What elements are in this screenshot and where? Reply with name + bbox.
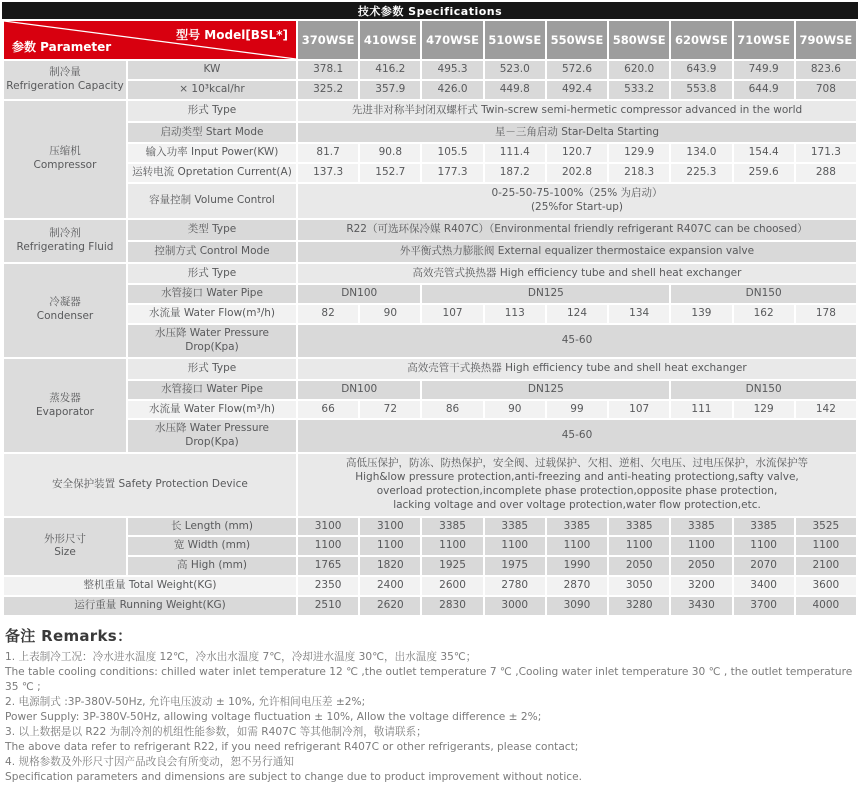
spec-value: 4000: [796, 597, 856, 615]
spec-value: 120.7: [547, 144, 607, 162]
spec-value: 225.3: [671, 164, 731, 182]
table-row: [4, 557, 856, 575]
spec-value: 426.0: [422, 81, 482, 99]
model-header-550WSE: 550WSE: [547, 21, 607, 59]
spec-value: 162: [734, 305, 794, 323]
row-label: 整机重量 Total Weight(KG): [4, 577, 296, 595]
spec-value: 45-60: [298, 420, 856, 452]
model-header-710WSE: 710WSE: [734, 21, 794, 59]
spec-value: 1765: [298, 557, 358, 575]
model-header-row: [4, 21, 856, 59]
spec-value: 1100: [609, 537, 669, 555]
spec-value: 171.3: [796, 144, 856, 162]
spec-value: 星－三角启动 Star-Delta Starting: [298, 123, 856, 143]
spec-value: 3600: [796, 577, 856, 595]
remark-line: 1. 上表制冷工况：冷水进水温度 12℃，冷水出水温度 7℃，冷却进水温度 30℃，出水温度 35℃；: [5, 650, 477, 663]
spec-value: 113: [485, 305, 545, 323]
spec-value: DN150: [671, 285, 856, 303]
spec-value: 139: [671, 305, 731, 323]
row-label: 水压降 Water Pressure Drop(Kpa): [128, 325, 296, 357]
spec-value: 外平衡式热力膨胀阀 External equalizer thermostaice expansion valve: [298, 242, 856, 262]
spec-value: 154.4: [734, 144, 794, 162]
table-row: [4, 164, 856, 182]
spec-value: 643.9: [671, 61, 731, 79]
spec-value: 3700: [734, 597, 794, 615]
model-header-410WSE: 410WSE: [360, 21, 420, 59]
corner-cell: [4, 21, 296, 59]
spec-value: 3385: [422, 518, 482, 536]
spec-value: 72: [360, 401, 420, 419]
table-row: [4, 359, 856, 379]
row-label: 宽 Width (mm): [128, 537, 296, 555]
row-label: 形式 Type: [128, 359, 296, 379]
spec-value: 3385: [485, 518, 545, 536]
spec-value: 553.8: [671, 81, 731, 99]
row-label: 长 Length (mm): [128, 518, 296, 536]
spec-value: 708: [796, 81, 856, 99]
spec-value: 105.5: [422, 144, 482, 162]
table-row: [4, 144, 856, 162]
spec-value: 高效壳管干式换热器 High efficiency tube and shell heat exchanger: [298, 359, 856, 379]
spec-value: 378.1: [298, 61, 358, 79]
row-label: 高 High (mm): [128, 557, 296, 575]
spec-value: 3200: [671, 577, 731, 595]
spec-value: 259.6: [734, 164, 794, 182]
spec-value: 492.4: [547, 81, 607, 99]
row-label: 形式 Type: [128, 264, 296, 284]
spec-value: 2830: [422, 597, 482, 615]
spec-value: 533.2: [609, 81, 669, 99]
spec-value: 3000: [485, 597, 545, 615]
spec-value: 2600: [422, 577, 482, 595]
table-row: [4, 184, 856, 218]
spec-value: 823.6: [796, 61, 856, 79]
spec-value: 218.3: [609, 164, 669, 182]
spec-value: 416.2: [360, 61, 420, 79]
spec-value: 45-60: [298, 325, 856, 357]
remark-line: 2. 电源制式 :3P-380V-50Hz, 允许电压波动 ± 10%, 允许相间电压差 ±2%;: [5, 696, 366, 709]
spec-value: 2780: [485, 577, 545, 595]
spec-value: 2620: [360, 597, 420, 615]
model-header-370WSE: 370WSE: [298, 21, 358, 59]
spec-value: DN125: [422, 381, 669, 399]
group-label: 压缩机 Compressor: [4, 101, 126, 218]
spec-value: 1100: [422, 537, 482, 555]
group-label: 蒸发器 Evaporator: [4, 359, 126, 452]
spec-value: 3100: [360, 518, 420, 536]
spec-value: 142: [796, 401, 856, 419]
table-row: [4, 577, 856, 595]
spec-value: 357.9: [360, 81, 420, 99]
model-header-620WSE: 620WSE: [671, 21, 731, 59]
spec-value: 1100: [485, 537, 545, 555]
table-row: [4, 305, 856, 323]
page-title: 技术参数 Specifications: [357, 4, 503, 18]
table-row: [4, 454, 856, 515]
spec-value: 1975: [485, 557, 545, 575]
model-header-790WSE: 790WSE: [796, 21, 856, 59]
spec-value: 3525: [796, 518, 856, 536]
row-label: 运行重量 Running Weight(KG): [4, 597, 296, 615]
spec-value: DN100: [298, 381, 420, 399]
table-row: [4, 101, 856, 121]
row-label: 启动类型 Start Mode: [128, 123, 296, 143]
spec-value: 134: [609, 305, 669, 323]
spec-value: 高效壳管式换热器 High efficiency tube and shell heat exchanger: [298, 264, 856, 284]
model-header-580WSE: 580WSE: [609, 21, 669, 59]
remark-line: 4. 规格参数及外形尺寸因产品改良会有所变动，恕不另行通知: [5, 756, 294, 769]
spec-value: 178: [796, 305, 856, 323]
table-row: [4, 381, 856, 399]
spec-value: 523.0: [485, 61, 545, 79]
spec-value: DN150: [671, 381, 856, 399]
remark-line: The above data refer to refrigerant R22, if you need refrigerant R407C or other refrigerants, please contact;: [5, 741, 579, 754]
remark-line: Power Supply: 3P-380V-50Hz, allowing voltage fluctuation ± 10%, Allow the voltage difference ± 2%;: [5, 711, 542, 724]
model-header-510WSE: 510WSE: [485, 21, 545, 59]
spec-table: [2, 19, 858, 617]
model-label: 型号 Model[BSL*]: [176, 28, 288, 42]
row-label: 运转电流 Opretation Current(A): [128, 164, 296, 182]
table-row: [4, 401, 856, 419]
spec-value: DN100: [298, 285, 420, 303]
spec-value: 107: [422, 305, 482, 323]
row-label: 类型 Type: [128, 220, 296, 240]
spec-value: 3385: [734, 518, 794, 536]
remarks-heading: 备注 Remarks：: [5, 626, 133, 645]
spec-value: 177.3: [422, 164, 482, 182]
spec-value: 高低压保护，防冻、防热保护，安全阀、过载保护、欠相、逆相、欠电压、过电压保护，水流保护等 High&low pressure protection,anti-freezing and anti-heating protectiong,safty valve, overload protection,incomplete phase protection,opposite phase protection, lacking voltage and over voltage protection,water flow protection,etc.: [298, 454, 856, 515]
spec-value: 2870: [547, 577, 607, 595]
title-bar: [2, 2, 858, 19]
spec-value: 3385: [671, 518, 731, 536]
spec-value: 3090: [547, 597, 607, 615]
spec-value: 129: [734, 401, 794, 419]
spec-value: 1990: [547, 557, 607, 575]
row-label: 控制方式 Control Mode: [128, 242, 296, 262]
spec-value: 2350: [298, 577, 358, 595]
spec-value: 3280: [609, 597, 669, 615]
row-label: 水压降 Water Pressure Drop(Kpa): [128, 420, 296, 452]
spec-value: 1925: [422, 557, 482, 575]
table-row: [4, 264, 856, 284]
spec-value: 288: [796, 164, 856, 182]
spec-value: 620.0: [609, 61, 669, 79]
spec-value: 325.2: [298, 81, 358, 99]
remark-line: The table cooling conditions: chilled water inlet temperature 12 ℃ ,the outlet temperature 7 ℃ ,Cooling water inlet temperature 30 ℃ , the outlet temperature 35 ℃ ;: [5, 665, 853, 693]
table-row: [4, 420, 856, 452]
spec-value: R22（可选环保冷媒 R407C）（Environmental friendly refrigerant R407C can be choosed）: [298, 220, 856, 240]
remark-line: Specification parameters and dimensions are subject to change due to product improvement without notice.: [5, 771, 582, 784]
spec-value: 1100: [298, 537, 358, 555]
spec-value: 3385: [547, 518, 607, 536]
spec-value: 2510: [298, 597, 358, 615]
row-label: 容量控制 Volume Control: [128, 184, 296, 218]
spec-value: 1100: [734, 537, 794, 555]
group-label: 制冷剂 Refrigerating Fluid: [4, 220, 126, 262]
spec-value: 3400: [734, 577, 794, 595]
row-label: 形式 Type: [128, 101, 296, 121]
spec-value: 137.3: [298, 164, 358, 182]
spec-value: 1100: [796, 537, 856, 555]
spec-value: 1100: [671, 537, 731, 555]
spec-value: 1820: [360, 557, 420, 575]
table-row: [4, 537, 856, 555]
spec-value: 90: [485, 401, 545, 419]
remarks-lines: [5, 650, 855, 785]
spec-value: 2400: [360, 577, 420, 595]
table-row: [4, 81, 856, 99]
row-label: × 10³kcal/hr: [128, 81, 296, 99]
spec-value: 2100: [796, 557, 856, 575]
spec-value: 107: [609, 401, 669, 419]
group-label: 制冷量 Refrigeration Capacity: [4, 61, 126, 99]
spec-value: 111.4: [485, 144, 545, 162]
spec-value: 82: [298, 305, 358, 323]
spec-value: 3430: [671, 597, 731, 615]
model-header-470WSE: 470WSE: [422, 21, 482, 59]
spec-value: 90: [360, 305, 420, 323]
row-label: 水流量 Water Flow(m³/h): [128, 305, 296, 323]
row-label: 安全保护装置 Safety Protection Device: [4, 454, 296, 515]
table-row: [4, 61, 856, 79]
table-row: [4, 325, 856, 357]
spec-value: 495.3: [422, 61, 482, 79]
spec-value: 187.2: [485, 164, 545, 182]
spec-value: DN125: [422, 285, 669, 303]
spec-value: 1100: [360, 537, 420, 555]
spec-value: 先进非对称半封闭双螺杆式 Twin-screw semi-hermetic compressor advanced in the world: [298, 101, 856, 121]
spec-value: 2050: [609, 557, 669, 575]
spec-value: 111: [671, 401, 731, 419]
row-label: KW: [128, 61, 296, 79]
row-label: 水管接口 Water Pipe: [128, 285, 296, 303]
spec-value: 449.8: [485, 81, 545, 99]
spec-value: 66: [298, 401, 358, 419]
table-row: [4, 285, 856, 303]
spec-value: 124: [547, 305, 607, 323]
spec-sheet: [2, 0, 858, 785]
spec-value: 202.8: [547, 164, 607, 182]
spec-value: 3385: [609, 518, 669, 536]
row-label: 水管接口 Water Pipe: [128, 381, 296, 399]
spec-value: 572.6: [547, 61, 607, 79]
spec-value: 3100: [298, 518, 358, 536]
remarks-section: [2, 617, 858, 785]
spec-value: 152.7: [360, 164, 420, 182]
spec-value: 749.9: [734, 61, 794, 79]
spec-value: 134.0: [671, 144, 731, 162]
table-row: [4, 123, 856, 143]
group-label: 冷凝器 Condenser: [4, 264, 126, 357]
remark-line: 3. 以上数据是以 R22 为制冷剂的机组性能参数，如需 R407C 等其他制冷剂，敬请联系；: [5, 726, 427, 739]
table-row: [4, 597, 856, 615]
table-row: [4, 220, 856, 240]
spec-value: 1100: [547, 537, 607, 555]
table-row: [4, 518, 856, 536]
group-label: 外形尺寸 Size: [4, 518, 126, 576]
row-label: 输入功率 Input Power(KW): [128, 144, 296, 162]
spec-value: 0-25-50-75-100%（25% 为启动） (25%for Start-up): [298, 184, 856, 218]
spec-value: 81.7: [298, 144, 358, 162]
spec-value: 129.9: [609, 144, 669, 162]
spec-value: 2070: [734, 557, 794, 575]
parameter-label: 参数 Parameter: [12, 40, 112, 54]
table-row: [4, 242, 856, 262]
row-label: 水流量 Water Flow(m³/h): [128, 401, 296, 419]
spec-value: 3050: [609, 577, 669, 595]
spec-value: 99: [547, 401, 607, 419]
spec-value: 644.9: [734, 81, 794, 99]
spec-value: 2050: [671, 557, 731, 575]
spec-value: 90.8: [360, 144, 420, 162]
spec-value: 86: [422, 401, 482, 419]
